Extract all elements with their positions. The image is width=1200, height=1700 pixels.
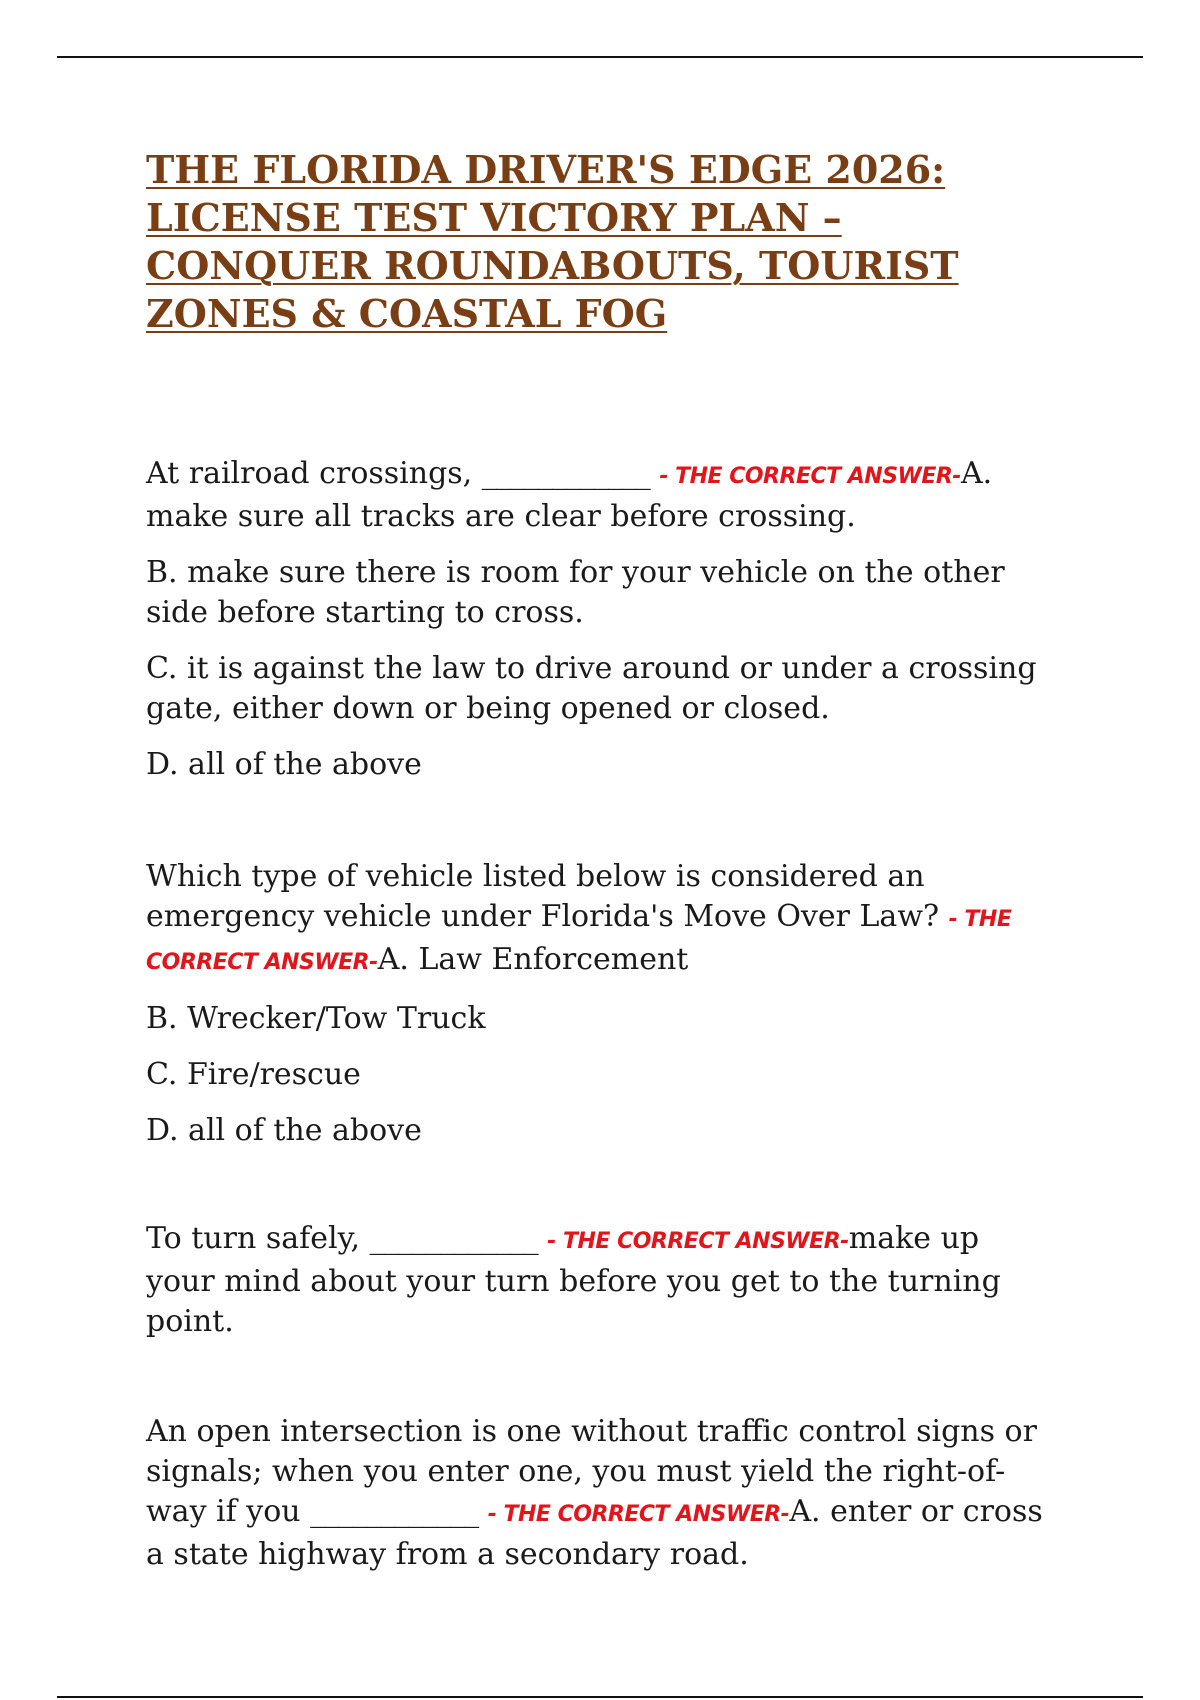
- question-stem: Which type of vehicle listed below is considered an emergency vehicle under Florida's Move Over Law?: [146, 859, 949, 934]
- option-c: C. it is against the law to drive around or under a crossing gate, either down or being opened or closed.: [146, 651, 1037, 726]
- correct-answer-marker: - THE CORRECT ANSWER-: [659, 464, 961, 489]
- document-title: THE FLORIDA DRIVER'S EDGE 2026: LICENSE TEST VICTORY PLAN – CONQUER ROUNDABOUTS, TOURIST ZONES & COASTAL FOG: [146, 147, 959, 336]
- option-d: D. all of the above: [146, 1113, 422, 1148]
- question-2: [146, 857, 1056, 1151]
- question-text: [146, 454, 1056, 537]
- bottom-rule: [57, 1696, 1143, 1698]
- answer-blank: ____________: [369, 1221, 538, 1256]
- top-rule: [57, 56, 1143, 58]
- question-1: [146, 454, 1056, 785]
- answer-text: A. make sure all tracks are clear before crossing.: [146, 456, 993, 534]
- option-d: D. all of the above: [146, 747, 422, 782]
- correct-answer-marker: - THE CORRECT ANSWER-: [146, 907, 1012, 975]
- answer-text: make up your mind about your turn before you get to the turning point.: [146, 1221, 1001, 1339]
- question-text: [146, 1412, 1056, 1575]
- answer-text: A. Law Enforcement: [377, 942, 689, 977]
- question-stem: An open intersection is one without traffic control signs or signals; when you enter one, you must yield the right-of-way if you: [146, 1414, 1037, 1529]
- question-stem: At railroad crossings,: [146, 456, 482, 491]
- answer-blank: ____________: [310, 1494, 479, 1529]
- question-stem: To turn safely,: [146, 1221, 370, 1256]
- option-b: B. Wrecker/Tow Truck: [146, 1001, 486, 1036]
- question-text: [146, 1219, 1056, 1342]
- document-body: [146, 146, 1056, 1575]
- answer-text: A. enter or cross a state highway from a secondary road.: [146, 1494, 1043, 1572]
- question-text: [146, 857, 1056, 983]
- correct-answer-marker: - THE CORRECT ANSWER-: [547, 1229, 849, 1254]
- option-c: C. Fire/rescue: [146, 1057, 361, 1092]
- answer-blank: ____________: [481, 456, 650, 491]
- option-b: B. make sure there is room for your vehicle on the other side before starting to cross.: [146, 555, 1005, 630]
- question-3: [146, 1219, 1056, 1342]
- correct-answer-marker: - THE CORRECT ANSWER-: [487, 1502, 790, 1527]
- question-4: [146, 1412, 1056, 1575]
